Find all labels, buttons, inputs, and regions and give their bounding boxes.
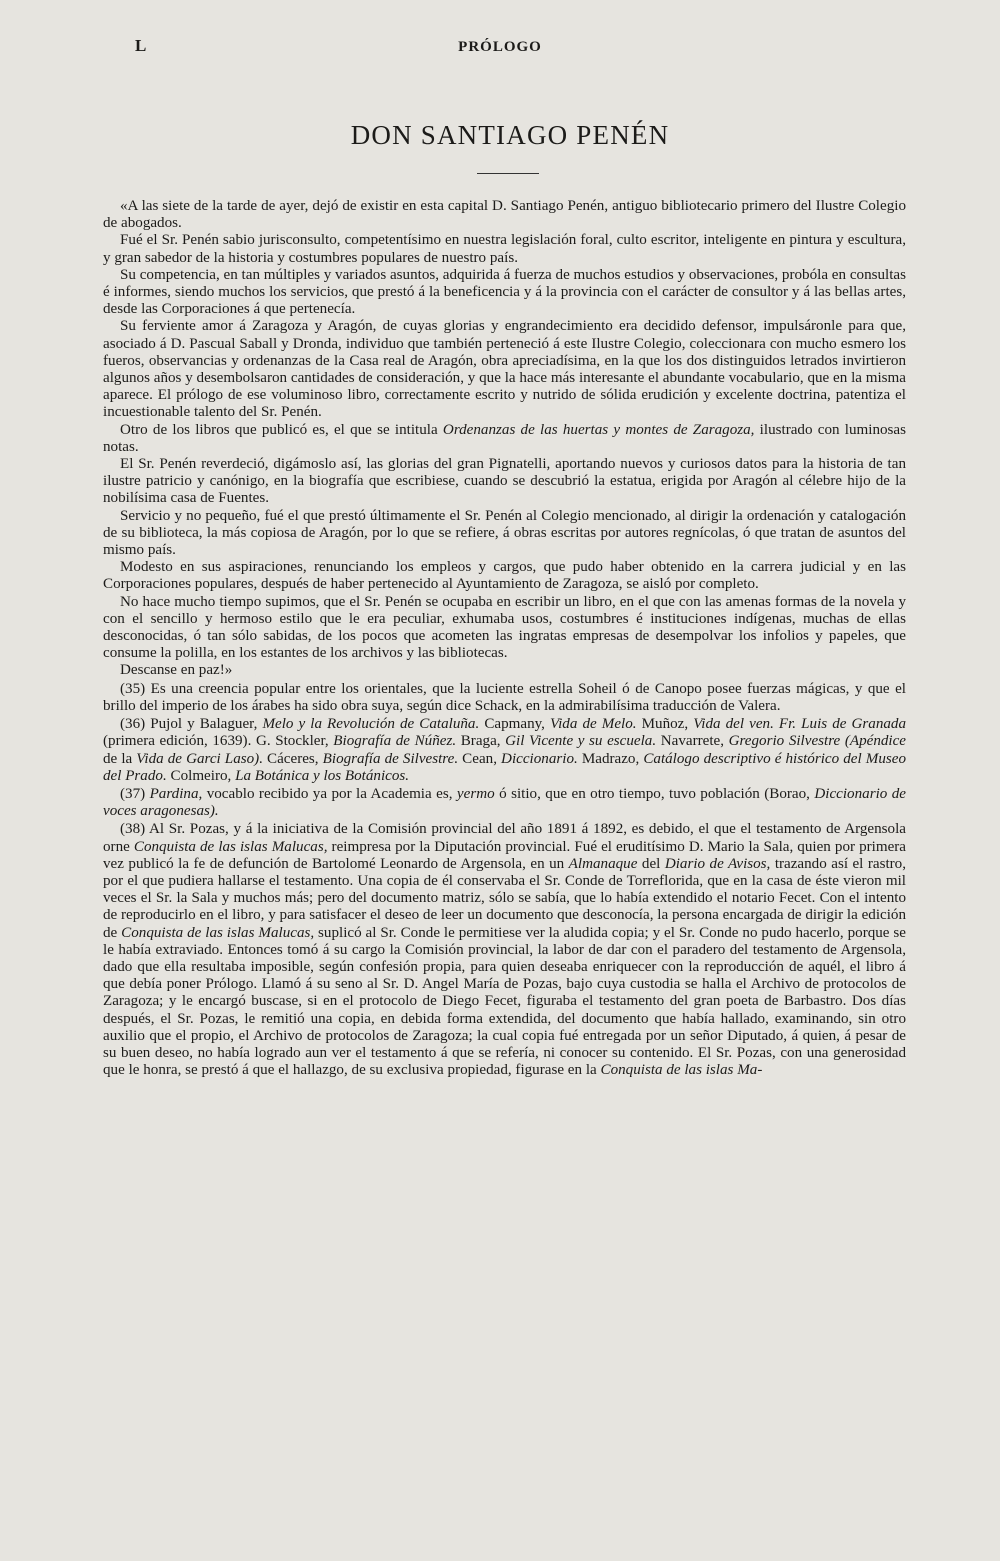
paragraph: Servicio y no pequeño, fué el que prestó últimamente el Sr. Penén al Colegio mencionado, al dirigir la ordenación y catalogación de su biblioteca, la más copiosa de Aragón, por lo que se refiere, á obras escritas por autores regnícolas, ó que tratan de asuntos del mismo país. <box>103 507 906 559</box>
italic-run: Almanaque <box>568 855 638 872</box>
note-37 <box>103 786 906 820</box>
text-run: vocablo recibido ya por la Academia es, <box>202 785 457 802</box>
italic-run: Melo y la Revolución de Cataluña. <box>262 716 480 733</box>
italic-run: La Botánica y los Botánicos. <box>235 767 410 784</box>
text-run: del <box>637 855 665 872</box>
text-run: suplicó al Sr. Conde le permitiese ver la aludida copia; y el Sr. Conde no pudo hacerlo, porque se le había extraviado. Entonces tomó á su cargo la Comisión provincial, la labor de dar con el paradero del testamento de Argensola, dado que ella resultaba imposible, según confesión propia, para quien deseaba enriquecer con la reproducción de aquél, el libro á que debía poner Prólogo. Llamó á su seno al Sr. D. Angel María de Pozas, bajo cuya custodia se halla el Archivo de protocolos de Zaragoza; y le encargó buscase, si en el protocolo de Diego Fecet, figuraba el testamento del gran poeta de Barbastro. Dos días después, el Sr. Pozas, le remitió una copia, en debida forma extendida, del documento que había hallado, examinando, sin otro auxilio que el propio, el Archivo de protocolos de Zaragoza; la cual copia fué entregada por un señor Diputado, á quien, á pesar de su buen deseo, no había logrado aun ver el testamento á que se refería, ni conocer su contenido. El Sr. Pozas, con una generosidad que le honra, se prestó á que el hallazgo, de su exclusiva propiedad, figurase en la <box>103 924 906 1079</box>
text-run: Muñoz, <box>636 716 694 733</box>
text-run: Capmany, <box>479 716 551 733</box>
text-run: de la <box>103 750 137 767</box>
text-run: ilustrado con luminosas notas. <box>103 421 906 455</box>
paragraph: Su ferviente amor á Zaragoza y Aragón, de cuyas glorias y engrandecimiento era decidido defensor, impulsáronle para que, asociado á D. Pascual Saball y Dronda, individuo que también perteneció á este Ilustre Colegio, coleccionara con mucho esmero los fueros, observancias y ordenanzas de la Casa real de Aragón, obra apreciadísima, en la que los dos distinguidos letrados invirtieron algunos años y desembolsaron cantidades de consideración, y que la hace más interesante el abundante vocabulario, que en la misma aparece. El prólogo de ese voluminoso libro, correctamente escrito y nutrido de sólida erudición y excelente doctrina, patentiza el incuestionable talento del Sr. Penén. <box>103 318 906 421</box>
italic-run: Diccionario. <box>501 750 578 767</box>
paragraph: El Sr. Penén reverdeció, digámoslo así, las glorias del gran Pignatelli, aportando nuevos y curiosos datos para la historia de tan ilustre patricio y canónigo, en la biografía que escribiese, cuando se descubrió la estatua, erigida por Aragón al célebre hijo de la nobilísima casa de Fuentes. <box>103 456 906 507</box>
note-36 <box>103 716 906 785</box>
body-text <box>103 198 906 1079</box>
italic-run: yermo <box>456 785 495 802</box>
italic-run: Vida de Melo. <box>550 716 637 733</box>
paragraph <box>103 422 906 456</box>
book-title: Ordenanzas de las huertas y montes de Zaragoza, <box>442 421 755 438</box>
text-run: Cean, <box>458 750 502 767</box>
italic-run: Diario de Avisos, <box>664 855 771 872</box>
text-run: (36) Pujol y Balaguer, <box>120 716 263 733</box>
text-run: (37) <box>120 785 150 802</box>
text-run: trazando así el rastro, por el que pudiera hallarse el testamento. Una copia de él conservaba el Sr. Conde de Torreflorida, que en la casa de éste vieron mil veces el Sr. la Sala y muchos más; pero del documento matriz, sólo se sabía, que lo había extendido el notario Fecet. Con el intento de reproducirlo en el libro, y para satisfacer el deseo de leer un documento que desconocía, la persona encargada de dirigir la edición de <box>103 855 906 941</box>
title-rule <box>477 173 539 174</box>
chapter-title: DON SANTIAGO PENÉN <box>350 120 670 150</box>
text-run: Otro de los libros que publicó es, el que se intitula <box>120 421 443 438</box>
italic-run: Vida de Garci Laso). <box>136 750 263 767</box>
text-run: Navarrete, <box>656 733 729 750</box>
paragraph: Fué el Sr. Penén sabio jurisconsulto, competentísimo en nuestra legislación foral, culto escritor, inteligente en pintura y escultura, y gran sabedor de la historia y costumbres populares de nuestro país. <box>103 232 906 266</box>
italic-run: Gil Vicente y su escuela. <box>505 733 657 750</box>
italic-run: Conquista de las islas Malucas, <box>133 838 328 855</box>
paragraph: No hace mucho tiempo supimos, que el Sr. Penén se ocupaba en escribir un libro, en el que con las amenas formas de la novela y con el sencillo y hermoso estilo que le era peculiar, exhumaba usos, costumbres é instituciones indígenas, muchas de ellas desconocidas, ó tan sólo sabidas, de los pocos que acometen las ingratas empresas de desempolvar los infolios y papeles, que consume la polilla, en los estantes de los archivos y las bibliotecas. <box>103 593 906 662</box>
note-35: (35) Es una creencia popular entre los orientales, que la luciente estrella Soheil ó de Canopo posee fuerzas mágicas, y que el brillo del imperio de los árabes ha sido obra suya, según dice Schack, en la admirabilísima traducción de Valera. <box>103 680 906 714</box>
text-run: Braga, <box>456 733 506 750</box>
text-run: Cáceres, <box>262 750 323 767</box>
text-run: ó sitio, que en otro tiempo, tuvo población (Borao, <box>494 785 815 802</box>
text-run: (38) Al Sr. Pozas, y á la iniciativa de la Comisión provincial del año 1891 á 1892, es debido, el que el testamento de Argensola orne <box>103 821 906 855</box>
text-run: (primera edición, 1639). G. Stockler, <box>103 733 334 750</box>
italic-run: Conquista de las islas Ma- <box>600 1062 763 1079</box>
paragraph: Su competencia, en tan múltiples y variados asuntos, adquirida á fuerza de muchos estudios y observaciones, probóla en consultas é informes, siendo muchos los servicios, que prestó á la beneficencia y á la provincia con el carácter de consultor y á las bellas artes, desde las Corporaciones á que pertenecía. <box>103 266 906 318</box>
page-number: L <box>135 36 147 55</box>
italic-run: Conquista de las islas Malucas, <box>121 924 315 941</box>
note-38 <box>103 821 906 1079</box>
running-head: PRÓLOGO <box>458 39 542 55</box>
italic-run: Gregorio Silvestre (Apéndice <box>728 733 907 750</box>
italic-run: Diccionario de voces aragonesas). <box>103 785 906 820</box>
paragraph: Modesto en sus aspiraciones, renunciando los empleos y cargos, que pudo haber obtenido en la carrera judicial y en las Corporaciones populares, después de haber pertenecido al Ayuntamiento de Zaragoza, se aisló por completo. <box>103 559 906 593</box>
text-run: Madrazo, <box>577 750 644 767</box>
italic-run: Biografía de Silvestre. <box>322 750 459 767</box>
text-run: reimpresa por la Diputación provincial. Fué el eruditísimo D. Mario la Sala, quien por primera vez publicó la fe de defunción de Bartolomé Leonardo de Argensola, en un <box>103 838 907 872</box>
text-run: Colmeiro, <box>166 767 236 784</box>
italic-run: Biografía de Núñez. <box>333 733 457 750</box>
italic-run: Vida del ven. Fr. Luis de Granada <box>693 716 907 733</box>
paragraph: Descanse en paz!» <box>120 662 233 679</box>
italic-run: Catálogo descriptivo é histórico del Museo del Prado. <box>103 750 906 784</box>
paragraph: «A las siete de la tarde de ayer, dejó de existir en esta capital D. Santiago Penén, antiguo bibliotecario primero del Ilustre Colegio de abogados. <box>103 198 906 232</box>
italic-run: Pardina, <box>149 785 203 802</box>
